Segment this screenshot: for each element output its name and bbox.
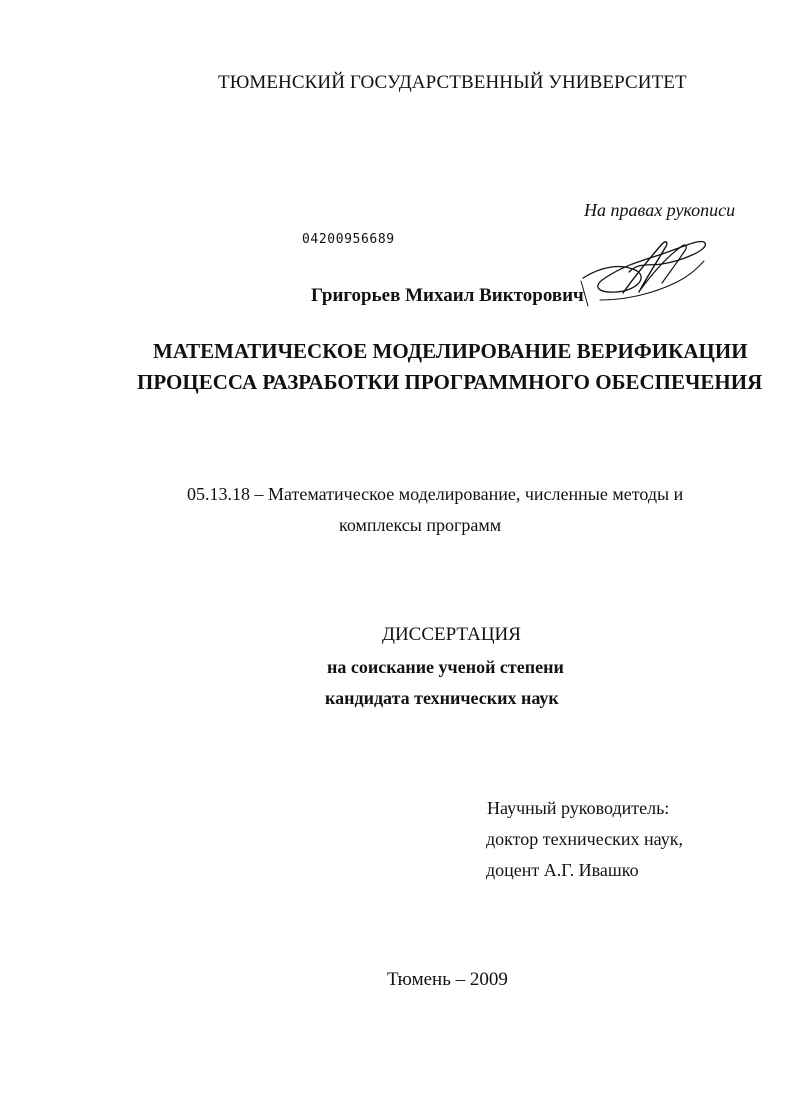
supervisor-degree: доктор технических наук, bbox=[486, 829, 683, 849]
degree-line-1: на соискание ученой степени bbox=[327, 657, 564, 677]
handwritten-signature bbox=[580, 230, 710, 308]
supervisor-label: Научный руководитель: bbox=[487, 798, 670, 818]
manuscript-rights-note: На правах рукописи bbox=[584, 200, 736, 220]
specialty-line-2: комплексы программ bbox=[339, 515, 502, 535]
dissertation-title-line-2: ПРОЦЕССА РАЗРАБОТКИ ПРОГРАММНОГО ОБЕСПЕЧЕНИЯ bbox=[137, 370, 763, 394]
author-name: Григорьев Михаил Викторович bbox=[311, 285, 584, 306]
dissertation-title-line-1: МАТЕМАТИЧЕСКОЕ МОДЕЛИРОВАНИЕ ВЕРИФИКАЦИИ bbox=[153, 339, 748, 363]
degree-line-2: кандидата технических наук bbox=[325, 688, 559, 708]
registration-code: 04200956689 bbox=[302, 232, 395, 247]
specialty-line-1: 05.13.18 – Математическое моделирование, численные методы и bbox=[187, 484, 684, 504]
work-type: ДИССЕРТАЦИЯ bbox=[382, 624, 521, 645]
city-year: Тюмень – 2009 bbox=[387, 969, 508, 990]
university-name: ТЮМЕНСКИЙ ГОСУДАРСТВЕННЫЙ УНИВЕРСИТЕТ bbox=[218, 72, 687, 93]
supervisor-name: доцент А.Г. Ивашко bbox=[486, 860, 639, 880]
